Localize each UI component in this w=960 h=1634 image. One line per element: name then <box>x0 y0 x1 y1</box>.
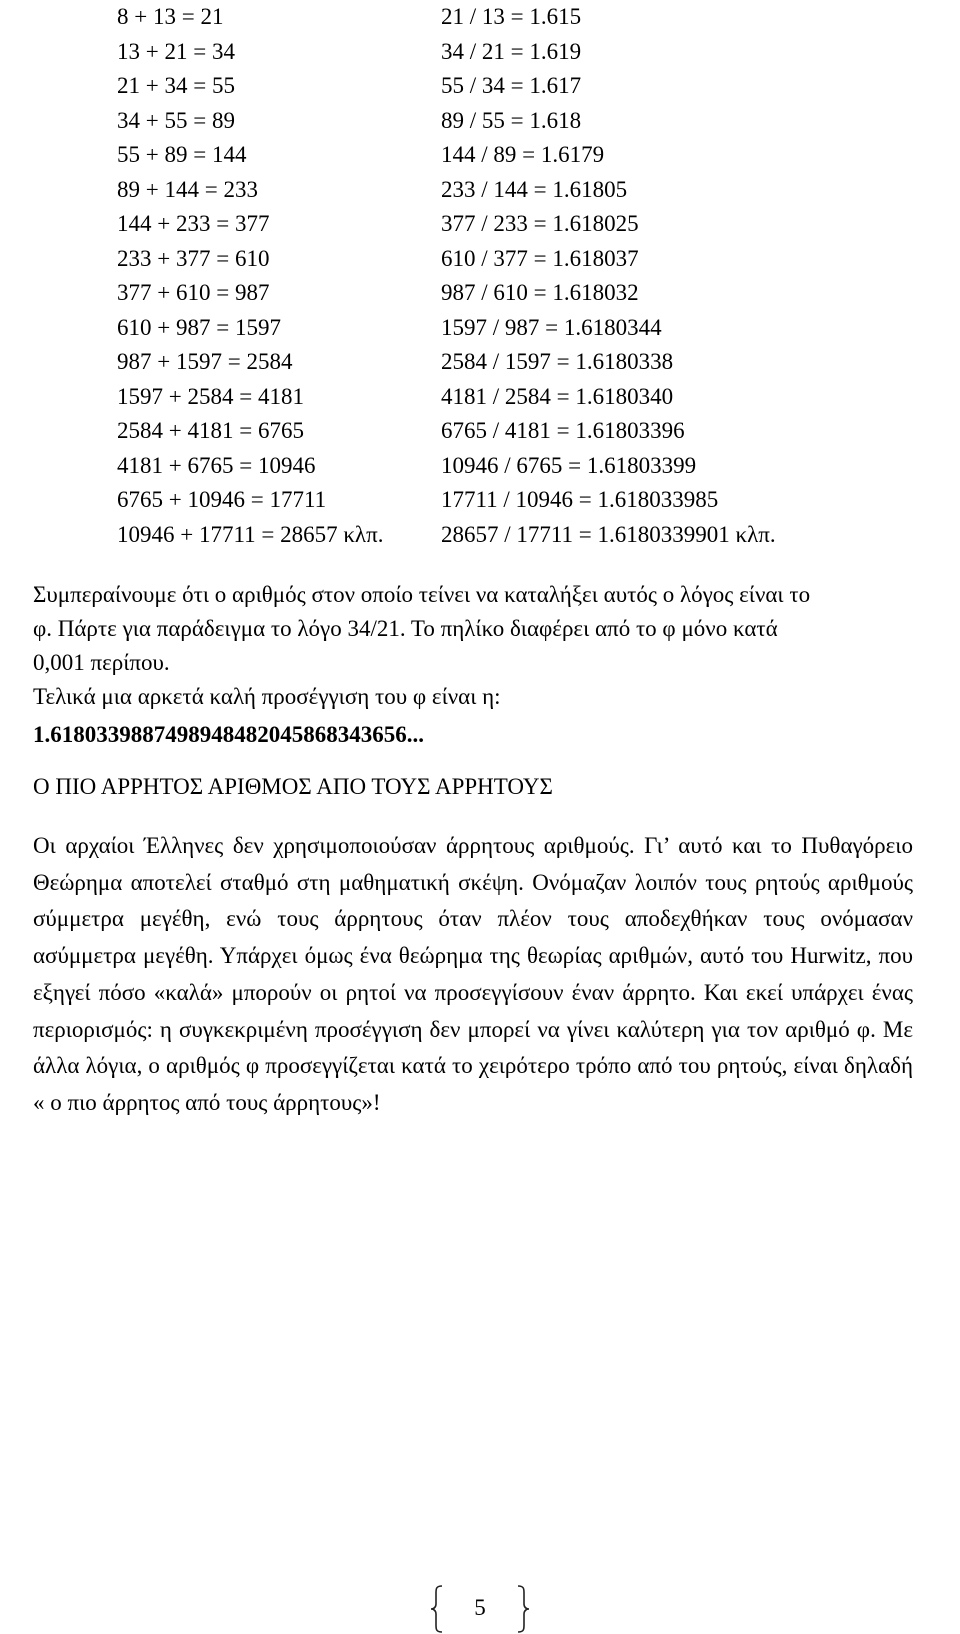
fibonacci-ratio: 1597 / 987 = 1.6180344 <box>441 314 662 340</box>
fibonacci-ratio: 233 / 144 = 1.61805 <box>441 176 628 202</box>
fibonacci-ratio: 987 / 610 = 1.618032 <box>441 280 639 305</box>
fibonacci-ratio: 2584 / 1597 = 1.6180338 <box>441 349 674 374</box>
conclusion-line-2: φ. Πάρτε για παράδειγμα το λόγο 34/21. Το πηλίκο διαφέρει από το φ μόνο κατά <box>33 616 778 641</box>
fibonacci-ratio: 17711 / 10946 = 1.618033985 <box>441 487 719 512</box>
fibonacci-sum: 377 + 610 = 987 <box>117 280 270 305</box>
fibonacci-sum: 610 + 987 = 1597 <box>117 314 281 340</box>
phi-approximation: 1.6180339887498948482045868343656... <box>33 722 424 747</box>
equation-row <box>117 311 917 346</box>
equation-row <box>117 414 917 449</box>
equation-row <box>117 518 917 553</box>
right-brace-icon <box>516 1585 530 1633</box>
equation-row <box>117 449 917 484</box>
fibonacci-ratio: 21 / 13 = 1.615 <box>441 4 582 29</box>
fibonacci-ratio: 377 / 233 = 1.618025 <box>441 211 639 236</box>
fibonacci-sum: 34 + 55 = 89 <box>117 107 235 133</box>
fibonacci-equation-list <box>117 0 917 552</box>
conclusion-block <box>33 578 913 714</box>
fibonacci-sum: 4181 + 6765 = 10946 <box>117 452 316 478</box>
fibonacci-sum: 233 + 377 = 610 <box>117 245 270 271</box>
equation-row <box>117 276 917 311</box>
fibonacci-sum: 10946 + 17711 = 28657 κλπ. <box>117 521 384 547</box>
fibonacci-sum: 89 + 144 = 233 <box>117 176 258 202</box>
equation-row <box>117 104 917 139</box>
paragraph-text: Οι αρχαίοι Έλληνες δεν χρησιμοποιούσαν άρρητους αριθμούς. Γι’ αυτό και το Πυθαγόρειο Θεώρημα αποτελεί σταθμό στη μαθηματική σκέψη. Ονόμαζαν λοιπόν τους ρητούς αριθμούς σύμμετρα μεγέθη, ενώ τους άρρητους όταν πλέον τους αποδεχθήκαν τους ονόμασαν ασύμμετρα μεγέθη. Υπάρχει όμως ένα θεώρημα της θεωρίας αριθμών, αυτό του Hurwitz, που εξηγεί πόσο «καλά» μπορούν οι ρητοί να προσεγγίσουν έναν άρρητο. Και εκεί υπάρχει ένας περιορισμός: η συγκεκριμένη προσέγγιση δεν μπορεί να γίνει καλύτερη για τον αριθμό φ. Με άλλα λόγια, ο αριθμός φ προσεγγίζεται κατά το χειρότερο τρόπο από του ρητούς, είναι δηλαδή « ο πιο άρρητος από τους άρρητους»! <box>33 833 913 1115</box>
fibonacci-sum: 987 + 1597 = 2584 <box>117 349 293 374</box>
fibonacci-sum: 1597 + 2584 = 4181 <box>117 383 304 409</box>
fibonacci-ratio: 4181 / 2584 = 1.6180340 <box>441 383 674 409</box>
conclusion-line-3: 0,001 περίπου. <box>33 650 170 675</box>
page-number: 5 <box>474 1595 486 1620</box>
fibonacci-ratio: 89 / 55 = 1.618 <box>441 107 582 133</box>
fibonacci-ratio: 610 / 377 = 1.618037 <box>441 245 639 271</box>
conclusion-line-1: Συμπεραίνουμε ότι ο αριθμός στον οποίο τείνει να καταλήξει αυτός ο λόγος είναι το <box>33 582 811 607</box>
equation-row <box>117 242 917 277</box>
equation-row <box>117 173 917 208</box>
conclusion-line-4: Τελικά μια αρκετά καλή προσέγγιση του φ είναι η: <box>33 684 501 709</box>
equation-row <box>117 483 917 518</box>
fibonacci-sum: 21 + 34 = 55 <box>117 73 235 98</box>
equation-row <box>117 207 917 242</box>
fibonacci-ratio: 28657 / 17711 = 1.6180339901 κλπ. <box>441 521 776 547</box>
equation-row <box>117 69 917 104</box>
fibonacci-sum: 2584 + 4181 = 6765 <box>117 418 304 443</box>
body-paragraph <box>33 828 913 1122</box>
equation-row <box>117 138 917 173</box>
fibonacci-ratio: 144 / 89 = 1.6179 <box>441 142 605 167</box>
fibonacci-ratio: 34 / 21 = 1.619 <box>441 38 582 64</box>
fibonacci-sum: 13 + 21 = 34 <box>117 38 235 64</box>
fibonacci-sum: 6765 + 10946 = 17711 <box>117 487 327 512</box>
fibonacci-ratio: 10946 / 6765 = 1.61803399 <box>441 452 697 478</box>
section-heading: Ο ΠΙΟ ΑΡΡΗΤΟΣ ΑΡΙΘΜΟΣ ΑΠΟ ΤΟΥΣ ΑΡΡΗΤΟΥΣ <box>33 774 553 799</box>
page-footer <box>430 1585 530 1633</box>
fibonacci-sum: 55 + 89 = 144 <box>117 142 247 167</box>
equation-row <box>117 345 917 380</box>
equation-row <box>117 380 917 415</box>
equation-row <box>117 35 917 70</box>
fibonacci-sum: 144 + 233 = 377 <box>117 211 270 236</box>
equation-row <box>117 0 917 35</box>
fibonacci-ratio: 55 / 34 = 1.617 <box>441 73 582 98</box>
fibonacci-ratio: 6765 / 4181 = 1.61803396 <box>441 418 685 443</box>
fibonacci-sum: 8 + 13 = 21 <box>117 4 224 29</box>
